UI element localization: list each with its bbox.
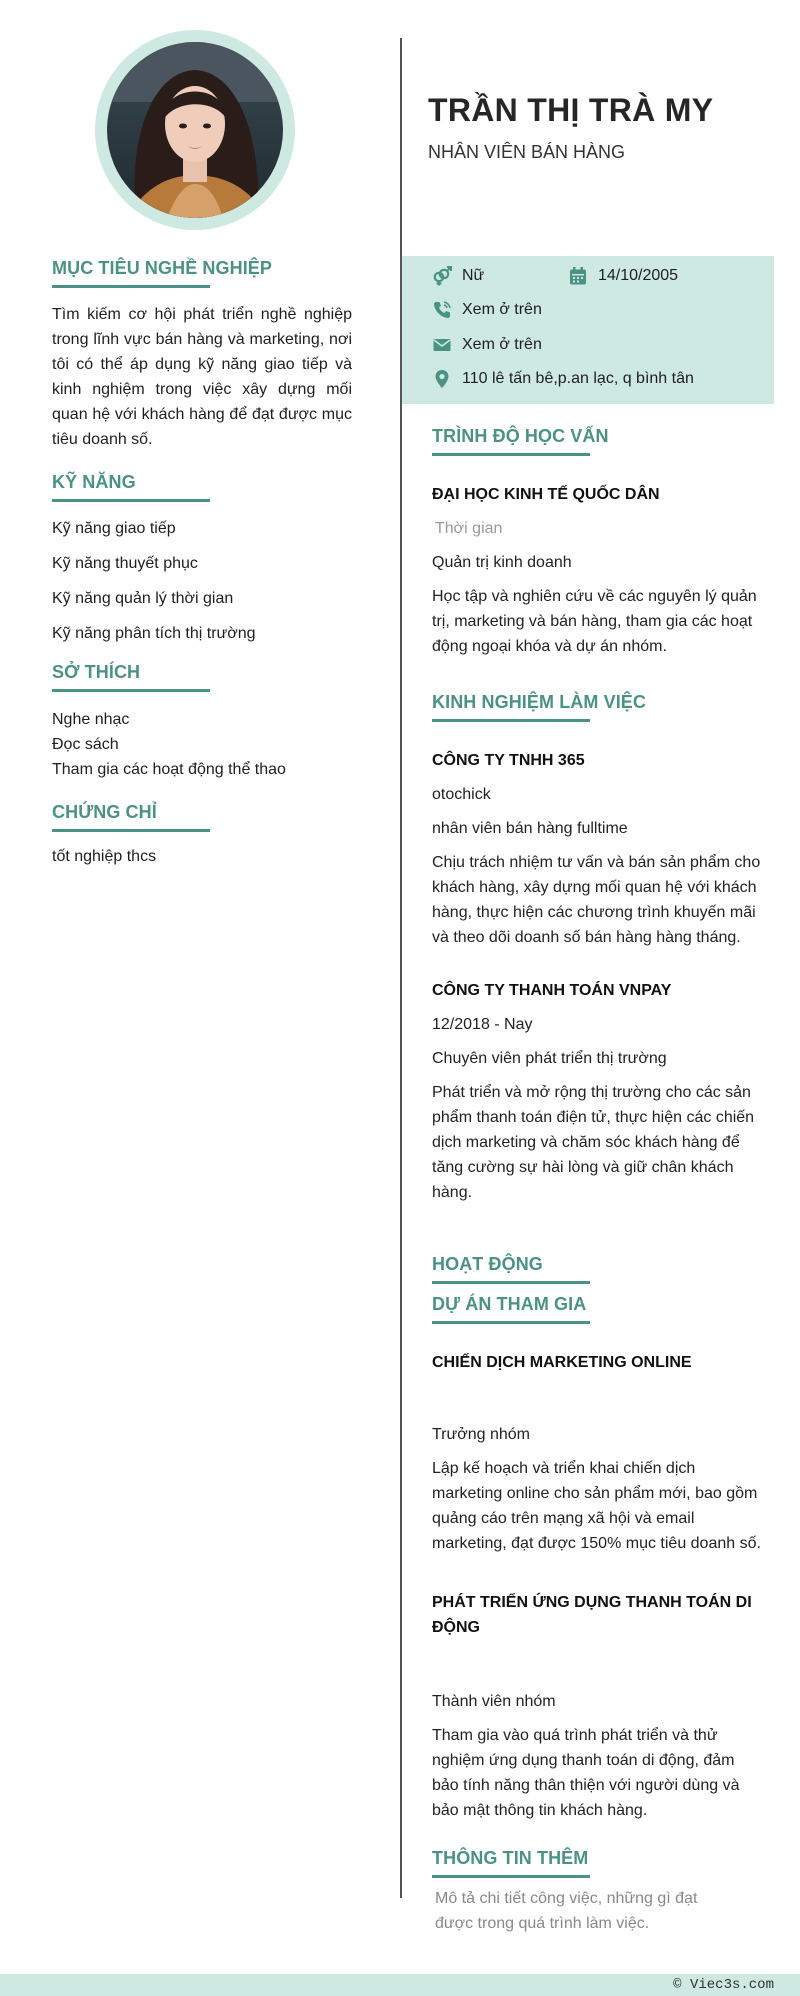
contact-panel (402, 256, 774, 404)
job-company: CÔNG TY TNHH 365 (432, 752, 585, 769)
objective-text: Tìm kiếm cơ hội phát triển nghề nghiệp trong lĩnh vực bán hàng và marketing, nơi tôi có thể áp dụng kỹ năng giao tiếp và kinh nghiệm trong việc xây dựng mối quan hệ với khách hàng để đạt được mục tiêu doanh số. (52, 306, 352, 448)
gender-row (432, 266, 484, 286)
footer-bar (0, 1974, 800, 1996)
project-name: PHÁT TRIỂN ỨNG DỤNG THANH TOÁN DI ĐỘNG (432, 1594, 752, 1636)
hobbies-underline (52, 689, 210, 692)
education-title: TRÌNH ĐỘ HỌC VẤN (432, 426, 609, 446)
experience-title: KINH NGHIỆM LÀM VIỆC (432, 692, 647, 712)
certificate-item: tốt nghiệp thcs (52, 848, 157, 865)
hobbies-title: SỞ THÍCH (52, 662, 141, 682)
experience-section (432, 692, 762, 1205)
job-description: Chịu trách nhiệm tư vấn và bán sản phẩm cho khách hàng, xây dựng mối quan hệ với khách hàng, thực hiện các chương trình khuyến mãi và theo dõi doanh số bán hàng hàng tháng. (432, 854, 761, 946)
phone-row (432, 300, 542, 320)
objective-underline (52, 285, 210, 288)
projects-title: DỰ ÁN THAM GIA (432, 1294, 587, 1314)
gender-value: Nữ (462, 267, 485, 284)
email-icon (432, 335, 452, 355)
job-company: CÔNG TY THANH TOÁN VNPAY (432, 982, 672, 999)
birthdate-row (568, 266, 678, 286)
avatar (107, 42, 283, 218)
skill-item: Kỹ năng quản lý thời gian (52, 590, 234, 607)
skills-underline (52, 499, 210, 502)
project-description: Tham gia vào quá trình phát triển và thử nghiệm ứng dụng thanh toán di động, đảm bảo tính năng thân thiện với người dùng và bảo mật thông tin khách hàng. (432, 1727, 740, 1819)
additional-text: Mô tả chi tiết công việc, những gì đạt được trong quá trình làm việc. (435, 1890, 698, 1932)
hobby-item: Tham gia các hoạt động thể thao (52, 761, 286, 778)
address-value: 110 lê tấn bê,p.an lạc, q bình tân (462, 370, 694, 387)
job-description: Phát triển và mở rộng thị trường cho các sản phẩm thanh toán điện tử, thực hiện các chiến dịch marketing và chăm sóc khách hàng để tăng cường sự hài lòng và giữ chân khách hàng. (432, 1084, 755, 1201)
phone-value: Xem ở trên (462, 301, 542, 318)
calendar-icon (568, 266, 588, 286)
objective-title: MỤC TIÊU NGHỀ NGHIỆP (52, 258, 273, 278)
education-underline (432, 453, 590, 456)
gender-icon (432, 266, 452, 286)
job-role: Chuyên viên phát triển thị trường (432, 1050, 667, 1067)
project-role: Trưởng nhóm (432, 1426, 530, 1443)
additional-section (432, 1848, 762, 1936)
education-time: Thời gian (435, 520, 503, 537)
skill-item: Kỹ năng phân tích thị trường (52, 625, 256, 642)
activities-underline (432, 1281, 590, 1284)
education-description: Học tập và nghiên cứu về các nguyên lý quản trị, marketing và bán hàng, tham gia các hoạt động ngoại khóa và dự án nhóm. (432, 588, 757, 655)
footer-copyright: © Viec3s.com (673, 1977, 774, 1993)
phone-icon (432, 300, 452, 320)
project-description: Lập kế hoạch và triển khai chiến dịch marketing online cho sản phẩm mới, bao gồm quảng cáo trên mạng xã hội và email marketing, đạt được 150% mục tiêu doanh số. (432, 1460, 761, 1552)
location-icon (432, 369, 452, 389)
projects-underline (432, 1321, 590, 1324)
job-time: 12/2018 - Nay (432, 1016, 533, 1033)
certificates-title: CHỨNG CHỈ (52, 802, 157, 822)
skill-item: Kỹ năng giao tiếp (52, 520, 176, 537)
project-role: Thành viên nhóm (432, 1693, 556, 1710)
objective-section (52, 258, 352, 452)
education-section (432, 426, 762, 659)
education-school: ĐẠI HỌC KINH TẾ QUỐC DÂN (432, 486, 660, 503)
job-title: NHÂN VIÊN BÁN HÀNG (428, 142, 626, 162)
birthdate-value: 14/10/2005 (598, 267, 679, 284)
full-name: TRẦN THỊ TRÀ MY (428, 92, 714, 128)
education-major: Quản trị kinh doanh (432, 554, 572, 571)
additional-title: THÔNG TIN THÊM (432, 1848, 589, 1868)
hobby-item: Đọc sách (52, 736, 119, 753)
address-row (432, 369, 694, 389)
projects-section (432, 1294, 762, 1823)
email-value: Xem ở trên (462, 336, 542, 353)
additional-underline (432, 1875, 590, 1878)
certificates-section (52, 802, 352, 866)
hobbies-section (52, 662, 352, 782)
experience-underline (432, 719, 590, 722)
project-name: CHIẾN DỊCH MARKETING ONLINE (432, 1354, 692, 1371)
skill-item: Kỹ năng thuyết phục (52, 555, 198, 572)
skills-title: KỸ NĂNG (52, 472, 136, 492)
job-role: nhân viên bán hàng fulltime (432, 820, 628, 837)
activities-section (432, 1254, 762, 1284)
certificates-underline (52, 829, 210, 832)
avatar-frame (95, 30, 295, 230)
skills-section (52, 472, 352, 644)
activities-title: HOẠT ĐỘNG (432, 1254, 543, 1274)
email-row (432, 335, 542, 355)
job-time: otochick (432, 786, 491, 803)
hobby-item: Nghe nhạc (52, 711, 130, 728)
